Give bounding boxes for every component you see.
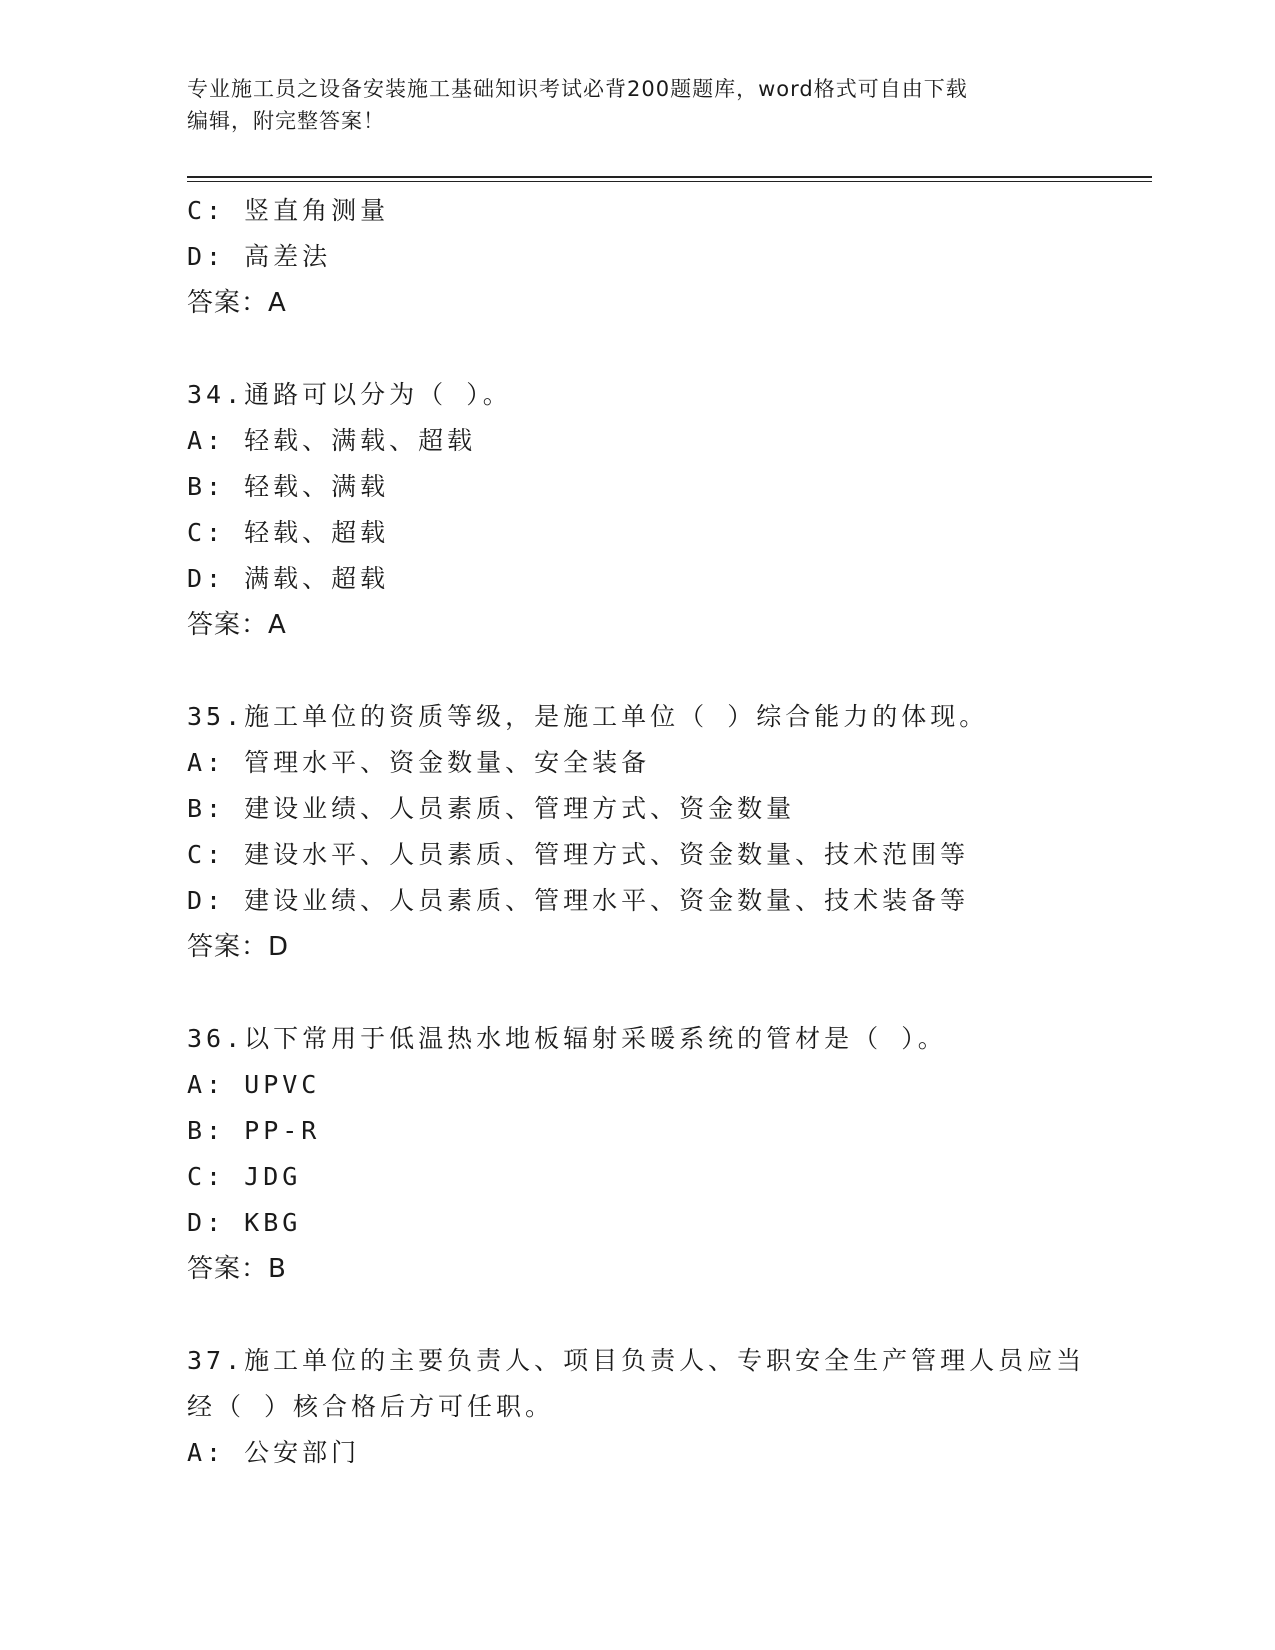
question-block-36: [187, 1016, 1147, 1292]
answer-line: 答案：B: [187, 1254, 287, 1284]
option-a: A: 管理水平、资金数量、安全装备: [187, 748, 651, 777]
option-c: C: 轻载、超载: [187, 518, 390, 547]
question-stem-continued: 经（ ）核合格后方可任职。: [187, 1392, 555, 1421]
option-a: A: 轻载、满载、超载: [187, 426, 477, 455]
question-block-37: [187, 1338, 1147, 1476]
option-a: A: 公安部门: [187, 1438, 361, 1467]
option-c: C: JDG: [187, 1162, 302, 1191]
question-block-33: [187, 188, 1147, 326]
document-header: [187, 73, 1067, 137]
question-list: [187, 188, 1147, 1476]
question-block-34: [187, 372, 1147, 648]
option-c: C: 竖直角测量: [187, 196, 390, 225]
answer-line: 答案：A: [187, 610, 287, 640]
question-block-35: [187, 694, 1147, 970]
option-d: D: 建设业绩、人员素质、管理水平、资金数量、技术装备等: [187, 886, 970, 915]
question-stem: 36.以下常用于低温热水地板辐射采暖系统的管材是（ ）。: [187, 1024, 947, 1053]
question-stem: 34.通路可以分为（ ）。: [187, 380, 512, 409]
question-stem: 35.施工单位的资质等级，是施工单位（ ）综合能力的体现。: [187, 702, 989, 731]
option-d: D: KBG: [187, 1208, 302, 1237]
option-c: C: 建设水平、人员素质、管理方式、资金数量、技术范围等: [187, 840, 970, 869]
question-stem: 37.施工单位的主要负责人、项目负责人、专职安全生产管理人员应当: [187, 1346, 1086, 1375]
header-title-line-1: 专业施工员之设备安装施工基础知识考试必背200题题库，word格式可自由下载: [187, 77, 968, 101]
header-divider-thick: [187, 176, 1152, 178]
option-b: B: PP-R: [187, 1116, 321, 1145]
header-divider-thin: [187, 181, 1152, 182]
option-b: B: 轻载、满载: [187, 472, 390, 501]
option-a: A: UPVC: [187, 1070, 321, 1099]
option-d: D: 高差法: [187, 242, 332, 271]
header-title-line-2: 编辑，附完整答案！: [187, 109, 385, 133]
option-d: D: 满载、超载: [187, 564, 390, 593]
answer-line: 答案：A: [187, 288, 287, 318]
answer-line: 答案：D: [187, 932, 290, 962]
option-b: B: 建设业绩、人员素质、管理方式、资金数量: [187, 794, 796, 823]
